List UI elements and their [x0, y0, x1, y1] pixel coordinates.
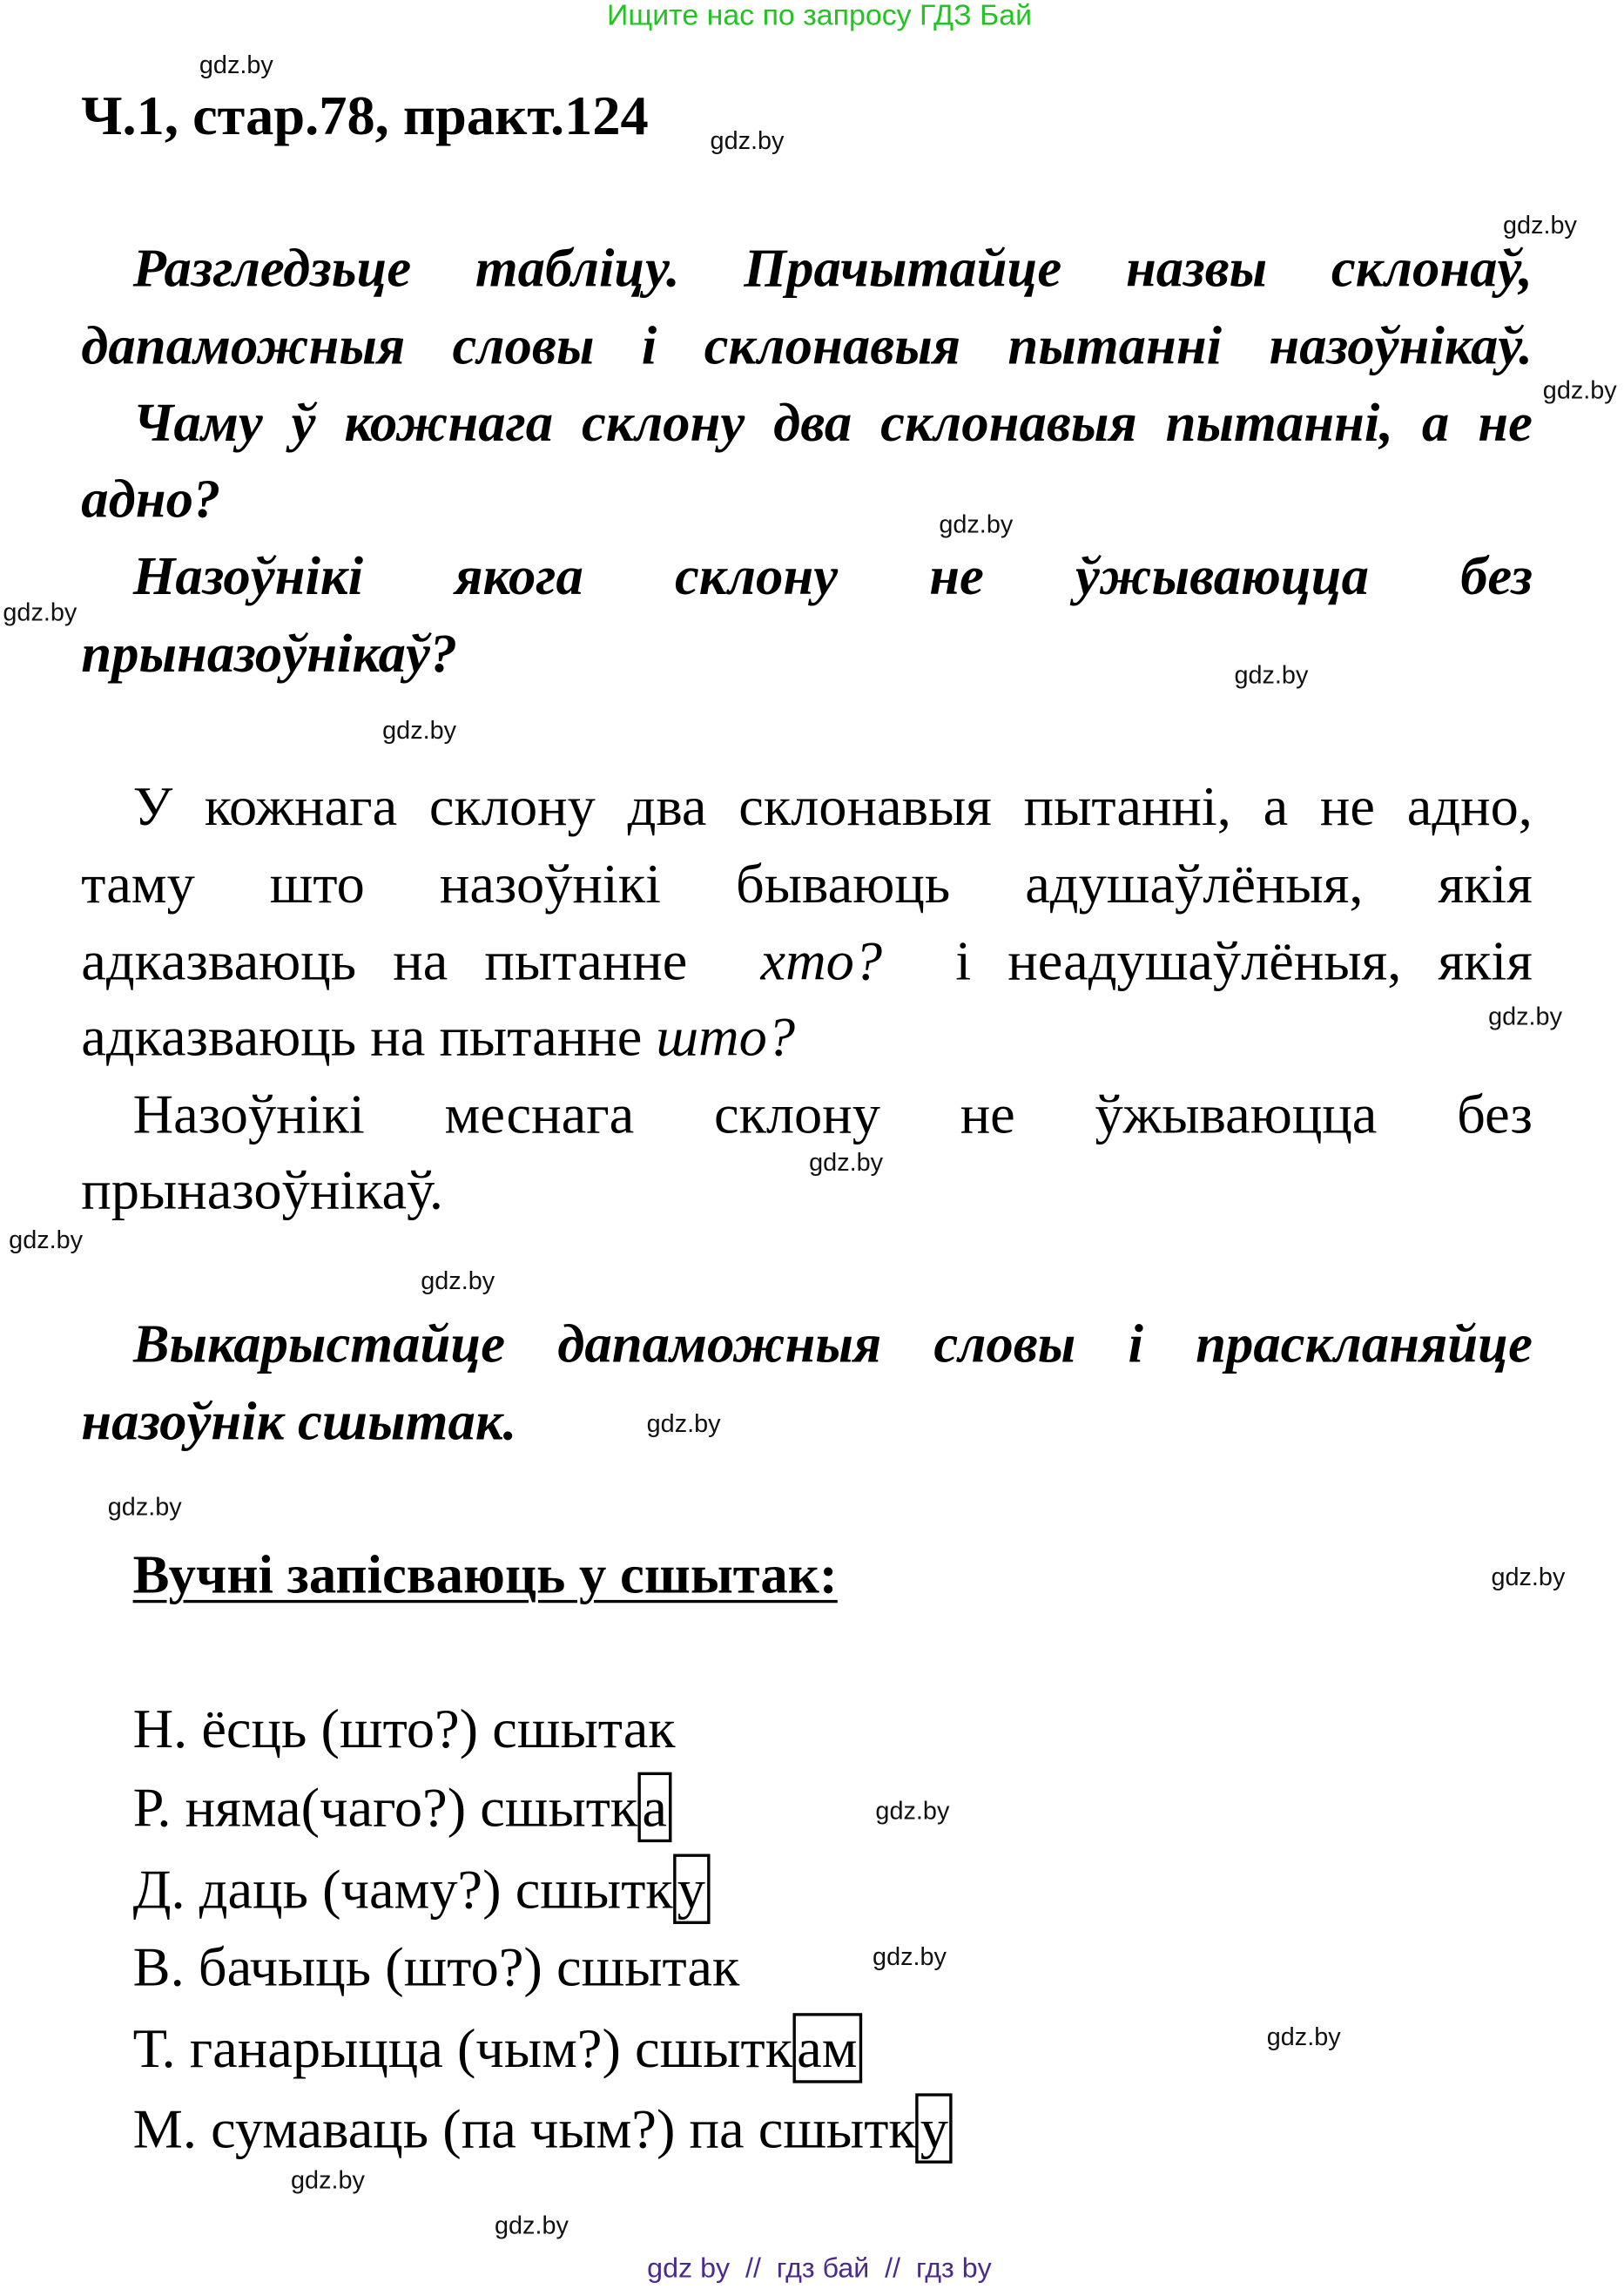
task2-line: Выкарыстайце дапаможныя словы і праскланяйце	[132, 1315, 1533, 1375]
case-ending-box: ам	[792, 2013, 862, 2083]
answer-question: хто?	[760, 931, 883, 993]
watermark: gdz.by	[3, 598, 77, 627]
case-ending-box: у	[673, 1854, 710, 1924]
watermark: gdz.by	[1488, 1003, 1562, 1031]
task1-line: адно?	[81, 469, 221, 530]
answer-text: адказваюць на пытанне	[81, 1007, 657, 1069]
task1-line: Разгледзьце табліцу. Прачытайце назвы склонаў,	[132, 239, 1533, 300]
watermark: gdz.by	[1491, 1563, 1566, 1591]
watermark: gdz.by	[1503, 212, 1577, 240]
answer-question: што?	[656, 1007, 796, 1069]
case-row	[133, 1854, 710, 1924]
task1-line: дапаможныя словы і склонавыя пытанні назоўнікаў.	[81, 316, 1533, 377]
case-text: Д. даць (чаму?) сшытк	[132, 1860, 673, 1921]
answer-line	[81, 1006, 795, 1070]
notebook-heading: Вучні запісваюць у сшытак:	[132, 1545, 838, 1606]
answer-line: У кожнага склону два склонавыя пытанні, а не адно,	[132, 776, 1533, 839]
case-row	[133, 1935, 740, 2000]
watermark: gdz.by	[875, 1797, 950, 1825]
answer-text: і неадушаўлёныя, якія	[919, 931, 1533, 993]
task1-line: Назоўнікі якога склону не ўжываюцца без	[132, 547, 1533, 608]
case-text: В. бачыць (што?) сшытак	[132, 1937, 740, 1999]
watermark: gdz.by	[809, 1149, 884, 1177]
case-text: Н. ёсць (што?) сшытак	[132, 1698, 676, 1761]
answer-line: таму што назоўнікі бываюць адушаўлёныя, якія	[81, 854, 1533, 915]
case-text: Т. ганарыцца (чым?) сшытк	[132, 2018, 793, 2081]
watermark: gdz.by	[1266, 2022, 1341, 2051]
footer-links[interactable]: gdz by // гдз бай // гдз by	[647, 2253, 992, 2285]
watermark: gdz.by	[382, 716, 457, 745]
case-row	[133, 2093, 953, 2163]
watermark: gdz.by	[107, 1493, 182, 1522]
watermark: gdz.by	[421, 1266, 495, 1295]
answer-line	[81, 930, 1533, 995]
watermark: gdz.by	[291, 2166, 365, 2195]
watermark: gdz.by	[939, 510, 1014, 539]
task1-line: Чаму ў кожнага склону два склонавыя пытанні, а не	[132, 394, 1533, 455]
search-banner[interactable]: Ищите нас по запросу ГДЗ Бай	[606, 0, 1033, 32]
task1-line: прыназоўнікаў?	[81, 625, 458, 685]
watermark: gdz.by	[873, 1942, 947, 1971]
watermark: gdz.by	[646, 1410, 721, 1438]
watermark: gdz.by	[9, 1226, 84, 1254]
watermark: gdz.by	[1542, 376, 1617, 405]
case-row	[133, 1772, 671, 1842]
case-row	[133, 1698, 676, 1762]
task2-line: назоўнік сшытак.	[81, 1392, 517, 1453]
page-title: Ч.1, стар.78, практ.124	[81, 85, 649, 148]
answer-line: Назоўнікі меснага склону не ўжываюцца без	[132, 1084, 1533, 1146]
answer-line: прыназоўнікаў.	[81, 1160, 443, 1222]
case-row	[133, 2013, 862, 2083]
answer-text: адказваюць на пытанне	[81, 931, 724, 993]
case-ending-box: у	[916, 2093, 953, 2163]
watermark: gdz.by	[710, 126, 785, 155]
case-text: М. сумаваць (па чым?) па сшытк	[132, 2099, 916, 2161]
case-text: Р. няма(чаго?) сшытк	[132, 1778, 638, 1840]
watermark: gdz.by	[199, 51, 273, 79]
watermark: gdz.by	[1234, 661, 1309, 690]
watermark: gdz.by	[494, 2211, 569, 2239]
case-ending-box: а	[637, 1772, 671, 1842]
